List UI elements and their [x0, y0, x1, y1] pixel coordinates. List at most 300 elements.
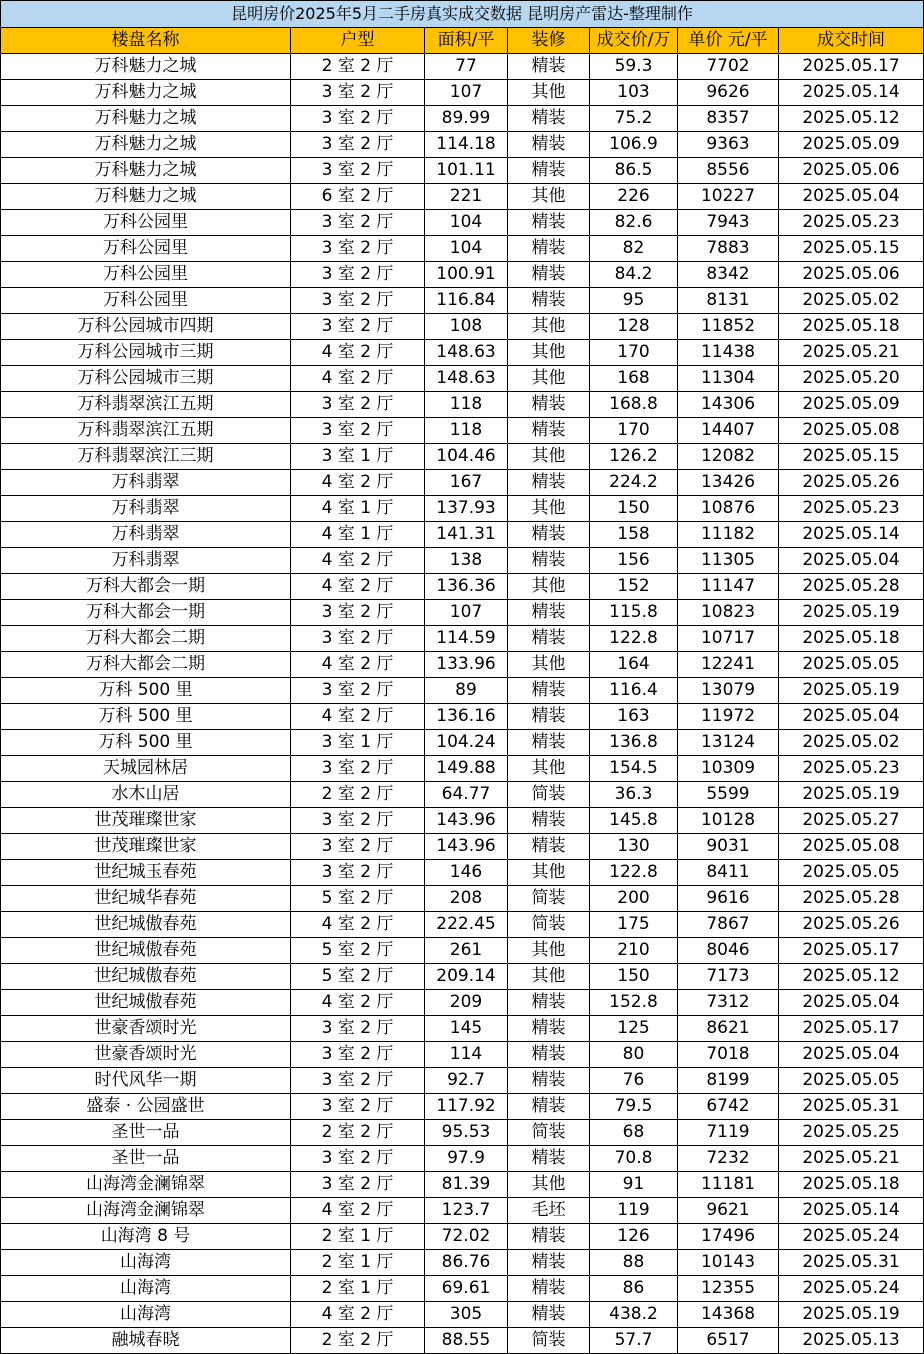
layout-cell: 2 室 2 厅 — [291, 1120, 425, 1146]
decoration-cell: 其他 — [508, 652, 590, 678]
table-row — [1, 496, 924, 522]
unit-price-cell: 7943 — [678, 210, 779, 236]
project-name-cell: 盛泰 · 公园盛世 — [1, 1094, 291, 1120]
table-row — [1, 1250, 924, 1276]
table-row — [1, 964, 924, 990]
total-price-cell: 128 — [590, 314, 678, 340]
area-cell: 116.84 — [425, 288, 508, 314]
project-name-cell: 万科公园里 — [1, 236, 291, 262]
table-row — [1, 574, 924, 600]
project-name-cell: 万科大都会一期 — [1, 574, 291, 600]
table-row — [1, 704, 924, 730]
unit-price-cell: 11147 — [678, 574, 779, 600]
area-cell: 118 — [425, 392, 508, 418]
deal-date-cell: 2025.05.04 — [779, 548, 924, 574]
unit-price-cell: 14306 — [678, 392, 779, 418]
deal-date-cell: 2025.05.06 — [779, 262, 924, 288]
decoration-cell: 简装 — [508, 912, 590, 938]
total-price-cell: 57.7 — [590, 1328, 678, 1354]
area-cell: 97.9 — [425, 1146, 508, 1172]
deal-date-cell: 2025.05.28 — [779, 886, 924, 912]
project-name-cell: 世茂璀璨世家 — [1, 834, 291, 860]
area-cell: 69.61 — [425, 1276, 508, 1302]
unit-price-cell: 12355 — [678, 1276, 779, 1302]
layout-cell: 3 室 2 厅 — [291, 678, 425, 704]
table-row — [1, 1224, 924, 1250]
deal-date-cell: 2025.05.18 — [779, 626, 924, 652]
header-cell: 面积/平 — [425, 28, 508, 54]
area-cell: 148.63 — [425, 340, 508, 366]
unit-price-cell: 8131 — [678, 288, 779, 314]
table-row — [1, 782, 924, 808]
decoration-cell: 精装 — [508, 1250, 590, 1276]
project-name-cell: 山海湾金澜锦翠 — [1, 1198, 291, 1224]
area-cell: 133.96 — [425, 652, 508, 678]
area-cell: 117.92 — [425, 1094, 508, 1120]
unit-price-cell: 8556 — [678, 158, 779, 184]
area-cell: 88.55 — [425, 1328, 508, 1354]
table-row — [1, 990, 924, 1016]
layout-cell: 2 室 1 厅 — [291, 1276, 425, 1302]
area-cell: 64.77 — [425, 782, 508, 808]
project-name-cell: 水木山居 — [1, 782, 291, 808]
layout-cell: 5 室 2 厅 — [291, 886, 425, 912]
deal-date-cell: 2025.05.17 — [779, 54, 924, 80]
unit-price-cell: 7018 — [678, 1042, 779, 1068]
total-price-cell: 200 — [590, 886, 678, 912]
decoration-cell: 精装 — [508, 678, 590, 704]
table-row — [1, 1016, 924, 1042]
project-name-cell: 山海湾 — [1, 1302, 291, 1328]
unit-price-cell: 11304 — [678, 366, 779, 392]
table-row — [1, 1276, 924, 1302]
area-cell: 208 — [425, 886, 508, 912]
project-name-cell: 万科大都会二期 — [1, 626, 291, 652]
area-cell: 209 — [425, 990, 508, 1016]
unit-price-cell: 13124 — [678, 730, 779, 756]
table-row — [1, 1120, 924, 1146]
layout-cell: 3 室 2 厅 — [291, 314, 425, 340]
total-price-cell: 168.8 — [590, 392, 678, 418]
unit-price-cell: 14407 — [678, 418, 779, 444]
table-title: 昆明房价2025年5月二手房真实成交数据 昆明房产雷达-整理制作 — [1, 1, 924, 28]
area-cell: 149.88 — [425, 756, 508, 782]
project-name-cell: 万科公园城市三期 — [1, 366, 291, 392]
decoration-cell: 简装 — [508, 1120, 590, 1146]
deal-date-cell: 2025.05.15 — [779, 236, 924, 262]
unit-price-cell: 7702 — [678, 54, 779, 80]
unit-price-cell: 9616 — [678, 886, 779, 912]
decoration-cell: 精装 — [508, 704, 590, 730]
layout-cell: 3 室 2 厅 — [291, 1042, 425, 1068]
deal-date-cell: 2025.05.04 — [779, 990, 924, 1016]
unit-price-cell: 8342 — [678, 262, 779, 288]
area-cell: 114.18 — [425, 132, 508, 158]
total-price-cell: 152 — [590, 574, 678, 600]
deal-date-cell: 2025.05.21 — [779, 340, 924, 366]
total-price-cell: 68 — [590, 1120, 678, 1146]
table-row — [1, 184, 924, 210]
deal-date-cell: 2025.05.24 — [779, 1276, 924, 1302]
area-cell: 167 — [425, 470, 508, 496]
layout-cell: 3 室 1 厅 — [291, 444, 425, 470]
project-name-cell: 世纪城傲春苑 — [1, 938, 291, 964]
deal-date-cell: 2025.05.04 — [779, 704, 924, 730]
project-name-cell: 万科翡翠 — [1, 522, 291, 548]
layout-cell: 4 室 2 厅 — [291, 704, 425, 730]
unit-price-cell: 8411 — [678, 860, 779, 886]
layout-cell: 4 室 2 厅 — [291, 990, 425, 1016]
layout-cell: 6 室 2 厅 — [291, 184, 425, 210]
layout-cell: 4 室 2 厅 — [291, 912, 425, 938]
layout-cell: 3 室 2 厅 — [291, 600, 425, 626]
decoration-cell: 简装 — [508, 886, 590, 912]
decoration-cell: 精装 — [508, 1016, 590, 1042]
table-row — [1, 418, 924, 444]
decoration-cell: 精装 — [508, 808, 590, 834]
total-price-cell: 210 — [590, 938, 678, 964]
decoration-cell: 其他 — [508, 314, 590, 340]
area-cell: 137.93 — [425, 496, 508, 522]
total-price-cell: 122.8 — [590, 626, 678, 652]
unit-price-cell: 7312 — [678, 990, 779, 1016]
project-name-cell: 万科魅力之城 — [1, 158, 291, 184]
decoration-cell: 简装 — [508, 782, 590, 808]
deal-date-cell: 2025.05.05 — [779, 1068, 924, 1094]
table-row — [1, 912, 924, 938]
table-row — [1, 54, 924, 80]
project-name-cell: 万科翡翠 — [1, 470, 291, 496]
layout-cell: 3 室 2 厅 — [291, 1016, 425, 1042]
unit-price-cell: 11852 — [678, 314, 779, 340]
area-cell: 108 — [425, 314, 508, 340]
area-cell: 145 — [425, 1016, 508, 1042]
layout-cell: 3 室 2 厅 — [291, 626, 425, 652]
area-cell: 146 — [425, 860, 508, 886]
total-price-cell: 158 — [590, 522, 678, 548]
total-price-cell: 136.8 — [590, 730, 678, 756]
layout-cell: 2 室 2 厅 — [291, 1328, 425, 1354]
area-cell: 222.45 — [425, 912, 508, 938]
header-cell: 成交时间 — [779, 28, 924, 54]
decoration-cell: 其他 — [508, 80, 590, 106]
unit-price-cell: 10309 — [678, 756, 779, 782]
deal-date-cell: 2025.05.05 — [779, 860, 924, 886]
decoration-cell: 精装 — [508, 990, 590, 1016]
project-name-cell: 世纪城傲春苑 — [1, 964, 291, 990]
decoration-cell: 精装 — [508, 548, 590, 574]
deal-date-cell: 2025.05.02 — [779, 288, 924, 314]
table-row — [1, 1094, 924, 1120]
area-cell: 118 — [425, 418, 508, 444]
table-row — [1, 210, 924, 236]
project-name-cell: 万科翡翠滨江五期 — [1, 418, 291, 444]
unit-price-cell: 8357 — [678, 106, 779, 132]
table-row — [1, 600, 924, 626]
layout-cell: 4 室 2 厅 — [291, 1198, 425, 1224]
table-row — [1, 652, 924, 678]
project-name-cell: 万科翡翠 — [1, 548, 291, 574]
deal-date-cell: 2025.05.19 — [779, 600, 924, 626]
project-name-cell: 万科魅力之城 — [1, 54, 291, 80]
deal-date-cell: 2025.05.19 — [779, 678, 924, 704]
area-cell: 89 — [425, 678, 508, 704]
deal-date-cell: 2025.05.08 — [779, 834, 924, 860]
layout-cell: 3 室 2 厅 — [291, 106, 425, 132]
area-cell: 72.02 — [425, 1224, 508, 1250]
project-name-cell: 世纪城玉春苑 — [1, 860, 291, 886]
table-body — [1, 54, 924, 1354]
table-row — [1, 522, 924, 548]
table-row — [1, 340, 924, 366]
area-cell: 209.14 — [425, 964, 508, 990]
deal-date-cell: 2025.05.23 — [779, 210, 924, 236]
layout-cell: 2 室 2 厅 — [291, 782, 425, 808]
unit-price-cell: 7867 — [678, 912, 779, 938]
decoration-cell: 其他 — [508, 756, 590, 782]
table-row — [1, 236, 924, 262]
table-row — [1, 1172, 924, 1198]
area-cell: 104 — [425, 210, 508, 236]
total-price-cell: 438.2 — [590, 1302, 678, 1328]
deal-date-cell: 2025.05.20 — [779, 366, 924, 392]
decoration-cell: 精装 — [508, 522, 590, 548]
layout-cell: 4 室 2 厅 — [291, 340, 425, 366]
layout-cell: 3 室 2 厅 — [291, 418, 425, 444]
total-price-cell: 125 — [590, 1016, 678, 1042]
project-name-cell: 万科翡翠滨江五期 — [1, 392, 291, 418]
total-price-cell: 75.2 — [590, 106, 678, 132]
unit-price-cell: 10717 — [678, 626, 779, 652]
layout-cell: 3 室 2 厅 — [291, 756, 425, 782]
layout-cell: 4 室 2 厅 — [291, 470, 425, 496]
deal-date-cell: 2025.05.17 — [779, 938, 924, 964]
project-name-cell: 山海湾金澜锦翠 — [1, 1172, 291, 1198]
unit-price-cell: 11182 — [678, 522, 779, 548]
decoration-cell: 精装 — [508, 834, 590, 860]
total-price-cell: 84.2 — [590, 262, 678, 288]
decoration-cell: 其他 — [508, 964, 590, 990]
decoration-cell: 精装 — [508, 1276, 590, 1302]
project-name-cell: 山海湾 — [1, 1276, 291, 1302]
layout-cell: 3 室 2 厅 — [291, 158, 425, 184]
project-name-cell: 万科公园里 — [1, 288, 291, 314]
area-cell: 143.96 — [425, 808, 508, 834]
layout-cell: 4 室 2 厅 — [291, 548, 425, 574]
area-cell: 101.11 — [425, 158, 508, 184]
area-cell: 86.76 — [425, 1250, 508, 1276]
project-name-cell: 圣世一品 — [1, 1146, 291, 1172]
deal-date-cell: 2025.05.13 — [779, 1328, 924, 1354]
unit-price-cell: 9363 — [678, 132, 779, 158]
layout-cell: 4 室 2 厅 — [291, 652, 425, 678]
table-row — [1, 938, 924, 964]
total-price-cell: 70.8 — [590, 1146, 678, 1172]
table-row — [1, 756, 924, 782]
project-name-cell: 万科翡翠 — [1, 496, 291, 522]
project-name-cell: 万科公园城市三期 — [1, 340, 291, 366]
deal-date-cell: 2025.05.04 — [779, 1042, 924, 1068]
project-name-cell: 万科大都会二期 — [1, 652, 291, 678]
layout-cell: 2 室 1 厅 — [291, 1224, 425, 1250]
decoration-cell: 其他 — [508, 444, 590, 470]
total-price-cell: 126 — [590, 1224, 678, 1250]
total-price-cell: 91 — [590, 1172, 678, 1198]
unit-price-cell: 13426 — [678, 470, 779, 496]
unit-price-cell: 11305 — [678, 548, 779, 574]
total-price-cell: 59.3 — [590, 54, 678, 80]
layout-cell: 2 室 1 厅 — [291, 1250, 425, 1276]
decoration-cell: 其他 — [508, 860, 590, 886]
decoration-cell: 精装 — [508, 1146, 590, 1172]
total-price-cell: 145.8 — [590, 808, 678, 834]
area-cell: 143.96 — [425, 834, 508, 860]
area-cell: 104 — [425, 236, 508, 262]
total-price-cell: 154.5 — [590, 756, 678, 782]
table-row — [1, 678, 924, 704]
layout-cell: 4 室 2 厅 — [291, 366, 425, 392]
total-price-cell: 80 — [590, 1042, 678, 1068]
table-row — [1, 808, 924, 834]
project-name-cell: 世豪香颂时光 — [1, 1016, 291, 1042]
decoration-cell: 精装 — [508, 392, 590, 418]
layout-cell: 3 室 2 厅 — [291, 834, 425, 860]
decoration-cell: 精装 — [508, 132, 590, 158]
project-name-cell: 万科魅力之城 — [1, 132, 291, 158]
total-price-cell: 36.3 — [590, 782, 678, 808]
table-row — [1, 262, 924, 288]
deal-date-cell: 2025.05.14 — [779, 80, 924, 106]
project-name-cell: 世纪城华春苑 — [1, 886, 291, 912]
deal-date-cell: 2025.05.28 — [779, 574, 924, 600]
unit-price-cell: 8199 — [678, 1068, 779, 1094]
layout-cell: 3 室 2 厅 — [291, 808, 425, 834]
deal-date-cell: 2025.05.14 — [779, 522, 924, 548]
decoration-cell: 精装 — [508, 158, 590, 184]
total-price-cell: 86.5 — [590, 158, 678, 184]
deal-date-cell: 2025.05.23 — [779, 496, 924, 522]
unit-price-cell: 13079 — [678, 678, 779, 704]
layout-cell: 3 室 1 厅 — [291, 730, 425, 756]
layout-cell: 2 室 2 厅 — [291, 54, 425, 80]
total-price-cell: 150 — [590, 964, 678, 990]
unit-price-cell: 5599 — [678, 782, 779, 808]
area-cell: 107 — [425, 80, 508, 106]
deal-date-cell: 2025.05.23 — [779, 756, 924, 782]
total-price-cell: 76 — [590, 1068, 678, 1094]
layout-cell: 3 室 2 厅 — [291, 236, 425, 262]
layout-cell: 4 室 1 厅 — [291, 522, 425, 548]
total-price-cell: 150 — [590, 496, 678, 522]
project-name-cell: 天城园林居 — [1, 756, 291, 782]
total-price-cell: 152.8 — [590, 990, 678, 1016]
project-name-cell: 山海湾 — [1, 1250, 291, 1276]
decoration-cell: 精装 — [508, 730, 590, 756]
project-name-cell: 万科公园里 — [1, 210, 291, 236]
project-name-cell: 万科翡翠滨江三期 — [1, 444, 291, 470]
unit-price-cell: 6742 — [678, 1094, 779, 1120]
project-name-cell: 万科公园城市四期 — [1, 314, 291, 340]
unit-price-cell: 7883 — [678, 236, 779, 262]
header-cell: 楼盘名称 — [1, 28, 291, 54]
total-price-cell: 170 — [590, 418, 678, 444]
title-row — [1, 1, 924, 28]
unit-price-cell: 7232 — [678, 1146, 779, 1172]
layout-cell: 3 室 2 厅 — [291, 392, 425, 418]
unit-price-cell: 9626 — [678, 80, 779, 106]
deal-date-cell: 2025.05.17 — [779, 1016, 924, 1042]
unit-price-cell: 8621 — [678, 1016, 779, 1042]
deal-date-cell: 2025.05.12 — [779, 106, 924, 132]
unit-price-cell: 9031 — [678, 834, 779, 860]
total-price-cell: 163 — [590, 704, 678, 730]
table-row — [1, 730, 924, 756]
project-name-cell: 融城春晓 — [1, 1328, 291, 1354]
deal-date-cell: 2025.05.19 — [779, 782, 924, 808]
deal-date-cell: 2025.05.21 — [779, 1146, 924, 1172]
project-name-cell: 万科魅力之城 — [1, 184, 291, 210]
deal-date-cell: 2025.05.18 — [779, 1172, 924, 1198]
total-price-cell: 175 — [590, 912, 678, 938]
decoration-cell: 其他 — [508, 184, 590, 210]
total-price-cell: 116.4 — [590, 678, 678, 704]
decoration-cell: 其他 — [508, 496, 590, 522]
layout-cell: 4 室 2 厅 — [291, 574, 425, 600]
layout-cell: 4 室 1 厅 — [291, 496, 425, 522]
project-name-cell: 世纪城傲春苑 — [1, 912, 291, 938]
deal-date-cell: 2025.05.06 — [779, 158, 924, 184]
project-name-cell: 世茂璀璨世家 — [1, 808, 291, 834]
layout-cell: 3 室 2 厅 — [291, 210, 425, 236]
area-cell: 104.24 — [425, 730, 508, 756]
deal-date-cell: 2025.05.12 — [779, 964, 924, 990]
table-row — [1, 548, 924, 574]
deal-date-cell: 2025.05.08 — [779, 418, 924, 444]
table-row — [1, 1302, 924, 1328]
deal-date-cell: 2025.05.26 — [779, 912, 924, 938]
total-price-cell: 156 — [590, 548, 678, 574]
deal-date-cell: 2025.05.05 — [779, 652, 924, 678]
unit-price-cell: 7119 — [678, 1120, 779, 1146]
deal-date-cell: 2025.05.31 — [779, 1250, 924, 1276]
table-row — [1, 1198, 924, 1224]
layout-cell: 3 室 2 厅 — [291, 1068, 425, 1094]
decoration-cell: 其他 — [508, 340, 590, 366]
total-price-cell: 79.5 — [590, 1094, 678, 1120]
header-cell: 成交价/万 — [590, 28, 678, 54]
area-cell: 100.91 — [425, 262, 508, 288]
decoration-cell: 精装 — [508, 1224, 590, 1250]
unit-price-cell: 12241 — [678, 652, 779, 678]
area-cell: 305 — [425, 1302, 508, 1328]
total-price-cell: 122.8 — [590, 860, 678, 886]
project-name-cell: 万科魅力之城 — [1, 106, 291, 132]
layout-cell: 3 室 2 厅 — [291, 860, 425, 886]
layout-cell: 3 室 2 厅 — [291, 288, 425, 314]
total-price-cell: 119 — [590, 1198, 678, 1224]
deal-date-cell: 2025.05.18 — [779, 314, 924, 340]
table-row — [1, 314, 924, 340]
total-price-cell: 224.2 — [590, 470, 678, 496]
layout-cell: 3 室 2 厅 — [291, 1172, 425, 1198]
area-cell: 114 — [425, 1042, 508, 1068]
layout-cell: 3 室 2 厅 — [291, 132, 425, 158]
table-row — [1, 1068, 924, 1094]
total-price-cell: 86 — [590, 1276, 678, 1302]
table-row — [1, 80, 924, 106]
area-cell: 77 — [425, 54, 508, 80]
table-row — [1, 626, 924, 652]
